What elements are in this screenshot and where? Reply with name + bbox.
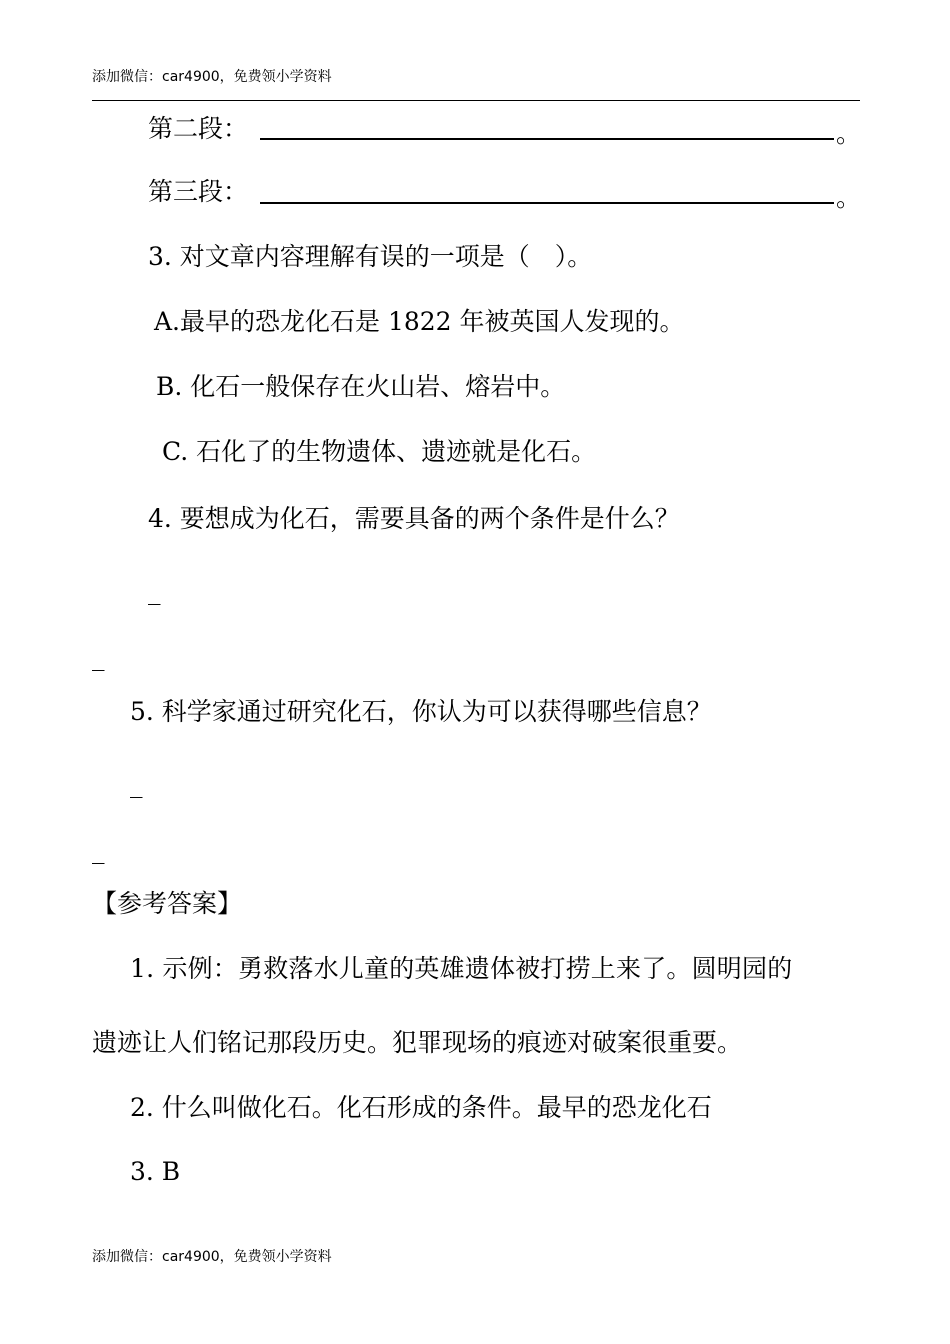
question4-answer-line-1[interactable]: _ <box>148 576 161 605</box>
question4-stem: 4. 要想成为化石，需要具备的两个条件是什么？ <box>148 504 680 533</box>
para3-answer-blank[interactable] <box>260 202 834 204</box>
para3-end-mark: 。 <box>836 183 862 212</box>
para2-label: 第二段： <box>148 114 249 143</box>
header-divider <box>92 100 860 101</box>
para3-label: 第三段： <box>148 177 249 206</box>
para2-answer-blank[interactable] <box>260 138 834 140</box>
page-footer: 添加微信：car4900，免费领小学资料 <box>92 1249 332 1265</box>
question3-option-a: A.最早的恐龙化石是 1822 年被英国人发现的。 <box>154 307 685 336</box>
question3-option-b: B. 化石一般保存在火山岩、熔岩中。 <box>156 372 566 401</box>
answer1-line1: 1. 示例：勇救落水儿童的英雄遗体被打捞上来了。圆明园的 <box>130 954 793 983</box>
para2-end-mark: 。 <box>836 119 862 148</box>
question4-answer-line-2[interactable]: _ <box>92 642 105 671</box>
question5-answer-line-2[interactable]: _ <box>92 835 105 864</box>
page-header: 添加微信：car4900，免费领小学资料 <box>92 69 332 85</box>
answer2: 2. 什么叫做化石。化石形成的条件。最早的恐龙化石 <box>130 1093 712 1122</box>
answer1-line2: 遗迹让人们铭记那段历史。犯罪现场的痕迹对破案很重要。 <box>92 1028 743 1057</box>
question3-stem: 3. 对文章内容理解有误的一项是（ ）。 <box>148 242 593 271</box>
answers-heading: 【参考答案】 <box>92 889 243 918</box>
question3-option-c: C. 石化了的生物遗体、遗迹就是化石。 <box>162 437 597 466</box>
answer3: 3. B <box>130 1157 181 1186</box>
question5-answer-line-1[interactable]: _ <box>130 769 143 798</box>
question5-stem: 5. 科学家通过研究化石，你认为可以获得哪些信息？ <box>130 697 712 726</box>
